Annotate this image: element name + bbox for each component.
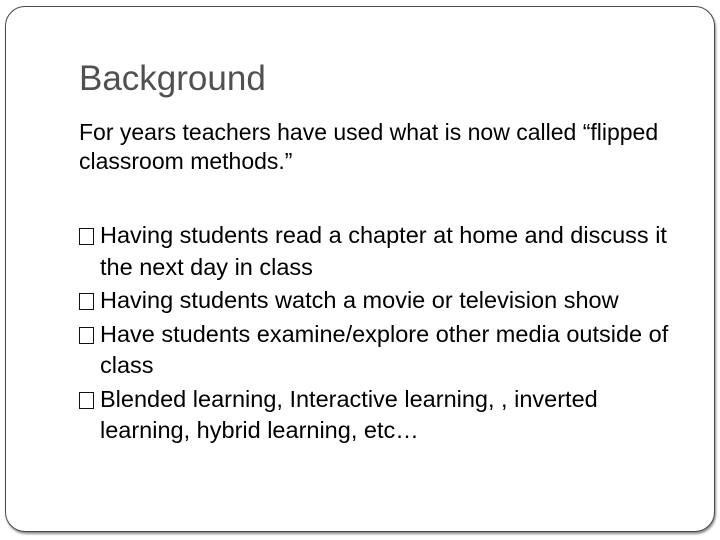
checkbox-glyph-icon [79,327,94,344]
bullet-item [79,285,679,317]
bullet-text: Having students watch a movie or television show [100,287,619,313]
bullet-item [79,319,679,382]
checkbox-glyph-icon [79,293,94,310]
checkbox-glyph-icon [79,392,94,409]
bullet-list [79,220,679,449]
bullet-text: Have students examine/explore other media outside of class [100,320,669,378]
bullet-item [79,220,679,283]
intro-paragraph: For years teachers have used what is now called “flipped classroom methods.” [79,119,659,174]
bullet-item [79,384,679,447]
slide-title: Background [79,59,266,98]
bullet-text: Having students read a chapter at home and discuss it the next day in class [100,222,667,280]
bullet-text: Blended learning, Interactive learning, , inverted learning, hybrid learning, etc… [100,385,598,443]
checkbox-glyph-icon [79,228,94,245]
